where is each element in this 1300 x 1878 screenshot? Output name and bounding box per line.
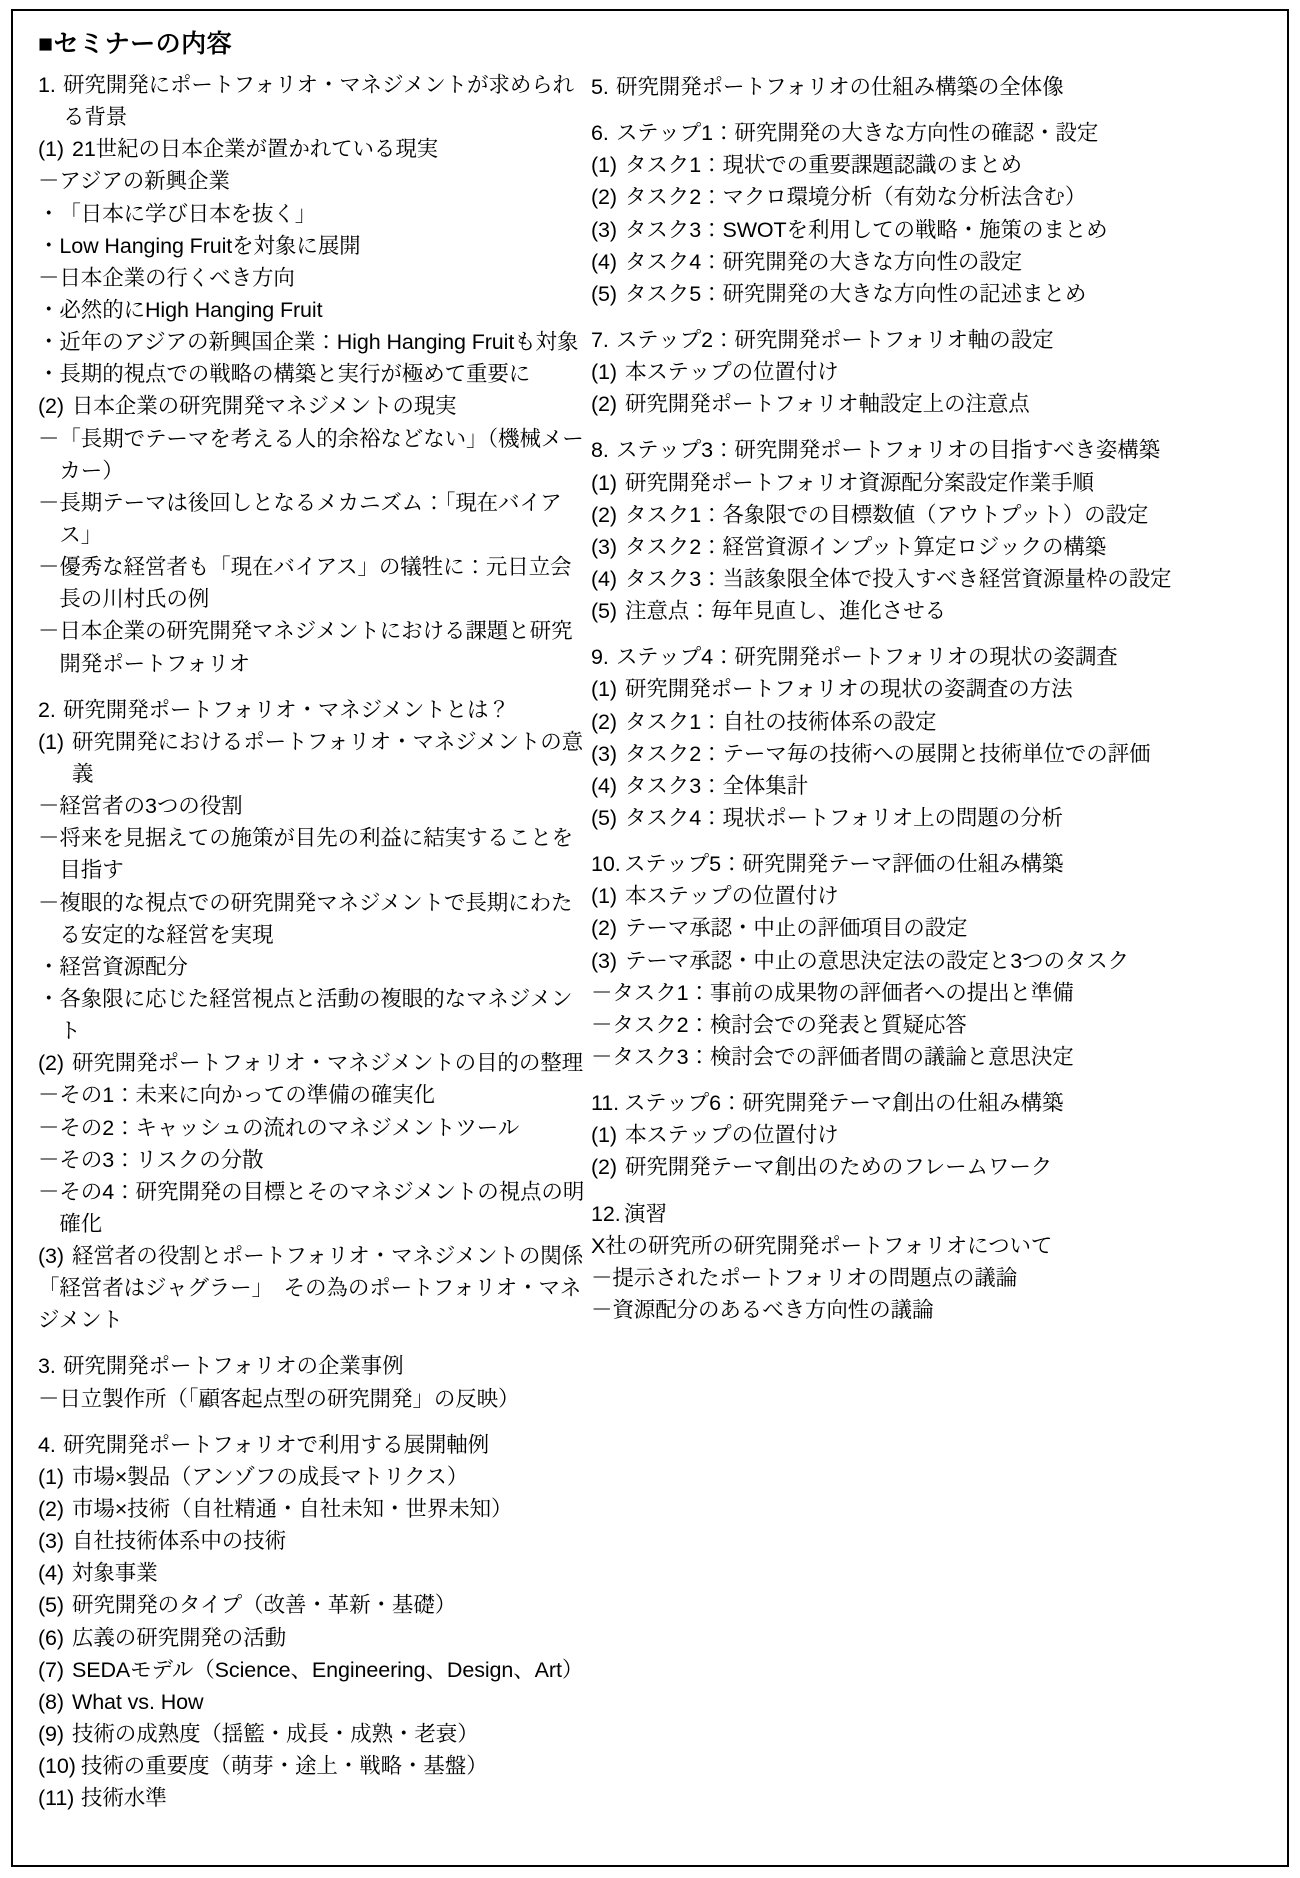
outline-list-right [591,71,1281,1326]
outline-item-label: 研究開発ポートフォリオの企業事例 [63,1354,404,1379]
outline-item-marker: ・ [38,986,60,1011]
outline-item-label: 必然的にHigh Hanging Fruit [59,297,323,322]
outline-item-label: ステップ2：研究開発ポートフォリオ軸の設定 [616,327,1054,352]
outline-item [38,1240,591,1272]
outline-item-marker: 1. [38,73,56,97]
outline-item-label: ステップ1：研究開発の大きな方向性の確認・設定 [616,121,1099,146]
outline-item [591,531,1281,563]
outline-item [591,563,1281,595]
outline-item [38,1461,591,1493]
outline-item-marker: (2) [38,394,64,419]
outline-list-left [38,69,591,1814]
outline-item-marker: － [38,555,60,580]
outline-item-marker: 11. [591,1091,619,1116]
outline-item-label: タスク2：テーマ毎の技術への展開と技術単位での評価 [625,741,1151,766]
outline-item [591,1009,1281,1041]
section-spacer [591,420,1281,434]
outline-item-marker: － [38,890,60,915]
outline-item [591,802,1281,834]
outline-item-marker: (3) [38,1529,64,1554]
outline-item-label: 「経営者はジャグラー」 その為のポートフォリオ・マネジメント [38,1276,582,1333]
outline-item [38,1718,591,1750]
outline-item [591,912,1281,944]
outline-item [38,1589,591,1621]
outline-item [38,1429,591,1461]
outline-item-marker: － [591,1265,613,1290]
outline-item [591,945,1281,977]
outline-item-marker: ・ [38,362,60,387]
outline-item [591,356,1281,388]
outline-item-marker: (1) [591,153,617,178]
outline-item-label: タスク3：当該象限全体で投入すべき経営資源量枠の設定 [625,566,1172,591]
outline-item-label: 研究開発ポートフォリオ・マネジメントの目的の整理 [72,1051,584,1076]
outline-item-marker: (2) [38,1497,64,1522]
outline-item [591,434,1281,466]
outline-item-label: 各象限に応じた経営視点と活動の複眼的なマネジメント [59,986,573,1044]
section-spacer [38,1415,591,1429]
outline-item [38,133,591,165]
outline-item-marker: (9) [38,1722,64,1747]
outline-item-marker: (2) [591,502,617,527]
outline-item-label: 優秀な経営者も「現在バイアス」の犠牲に：元日立会長の川村氏の例 [59,555,572,612]
outline-item-label: 注意点：毎年見直し、進化させる [625,599,947,624]
outline-item [591,1262,1281,1294]
outline-item [591,117,1281,149]
outline-item [38,165,591,197]
outline-item [38,262,591,294]
outline-item-marker: － [591,1012,613,1037]
outline-item-marker: (5) [591,805,617,830]
outline-item [38,326,591,358]
outline-item-marker: (4) [591,249,617,274]
outline-item [591,467,1281,499]
outline-item-label: 近年のアジアの新興国企業：High Hanging Fruitも対象 [59,330,579,355]
outline-item-label: ステップ5：研究開発テーマ評価の仕組み構築 [624,852,1064,877]
outline-item-label: 技術水準 [81,1786,167,1811]
outline-item-label: ステップ6：研究開発テーマ創出の仕組み構築 [624,1091,1064,1116]
outline-item-marker: ・ [38,297,60,322]
outline-item-label: 21世紀の日本企業が置かれている現実 [72,137,439,162]
outline-item-marker: (5) [38,1593,64,1618]
outline-item-marker: (4) [591,566,617,591]
outline-item-label: タスク3：検討会での評価者間の議論と意思決定 [612,1044,1074,1069]
outline-item-label: 研究開発ポートフォリオの仕組み構築の全体像 [616,75,1064,99]
outline-item-label: 日本企業の研究開発マネジメントの現実 [72,394,457,419]
outline-item-label: 研究開発ポートフォリオの現状の姿調査の方法 [625,677,1073,702]
outline-item-label: 研究開発ポートフォリオで利用する展開軸例 [63,1432,490,1457]
outline-item-marker: － [38,265,60,290]
outline-item [38,1750,591,1782]
outline-item-label: 提示されたポートフォリオの問題点の議論 [612,1265,1018,1290]
outline-item-marker: (10) [38,1754,76,1779]
page-title: ■セミナーの内容 [38,30,233,58]
outline-item-label: タスク4：研究開発の大きな方向性の設定 [625,249,1023,274]
outline-item [591,1119,1281,1151]
outline-item-label: 市場×製品（アンゾフの成長マトリクス） [72,1464,469,1489]
section-spacer [591,834,1281,848]
outline-item-marker: (1) [38,137,64,162]
outline-item-label: タスク5：研究開発の大きな方向性の記述まとめ [625,281,1087,306]
outline-item-label: タスク3：SWOTを利用しての戦略・施策のまとめ [625,217,1108,242]
outline-item [38,1525,591,1557]
outline-item-marker: (8) [38,1689,64,1714]
outline-item-label: 技術の重要度（萌芽・途上・戦略・基盤） [81,1754,488,1779]
outline-item-label: 長期テーマは後回しとなるメカニズム：「現在バイアス」 [59,490,562,547]
page-border [11,9,1289,1867]
outline-item-label: 日立製作所（「顧客起点型の研究開発」の反映） [59,1386,520,1411]
outline-item [38,198,591,230]
outline-item [591,1041,1281,1073]
outline-item-marker: － [591,1297,613,1322]
outline-item-marker: 6. [591,121,609,146]
outline-item-label: タスク1：事前の成果物の評価者への提出と準備 [612,980,1074,1005]
outline-item [38,487,591,551]
outline-item [591,977,1281,1009]
outline-item-marker: － [38,619,60,644]
two-column-layout [38,69,1279,1814]
outline-item [38,1079,591,1111]
outline-item [38,1176,591,1240]
outline-item-marker: ・ [38,954,60,979]
outline-item-label: その2：キャッシュの流れのマネジメントツール [59,1115,520,1140]
outline-item [591,278,1281,310]
outline-item-label: 複眼的な視点での研究開発マネジメントで長期にわたる安定的な経営を実現 [59,890,573,947]
outline-item-label: テーマ承認・中止の評価項目の設定 [625,916,968,941]
outline-item-marker: (3) [591,948,617,973]
outline-item-label: 市場×技術（自社精通・自社未知・世界未知） [72,1497,513,1522]
outline-item-marker: (1) [38,729,64,754]
outline-item-label: 対象事業 [72,1561,158,1586]
outline-item-marker: (4) [38,1561,64,1586]
outline-item-marker: － [38,826,60,851]
outline-item-label: タスク1：各象限での目標数値（アウトプット）の設定 [625,502,1149,527]
outline-item-label: 演習 [624,1201,667,1226]
outline-item-marker: (11) [38,1786,75,1811]
page-content [38,29,1279,1857]
outline-item-label: その3：リスクの分散 [59,1147,264,1172]
outline-item [591,499,1281,531]
outline-item-label: 本ステップの位置付け [625,1123,839,1148]
outline-item-label: 経営資源配分 [59,954,188,979]
outline-item-marker: (3) [591,534,617,559]
outline-item-label: 「長期でテーマを考える人的余裕などない」（機械メーカー） [59,426,584,483]
outline-item-marker: 8. [591,438,609,463]
outline-item [38,1144,591,1176]
outline-item-label: 経営者の役割とポートフォリオ・マネジメントの関係 [72,1244,584,1269]
outline-item [591,181,1281,213]
outline-item-marker: ・ [38,233,60,258]
outline-item [38,1350,591,1382]
outline-item-marker: － [38,169,60,194]
outline-item [38,1112,591,1144]
outline-item [591,641,1281,673]
outline-item-marker: (1) [591,677,617,702]
outline-item-marker: － [38,490,60,515]
outline-item-label: その4：研究開発の目標とそのマネジメントの視点の明確化 [59,1179,585,1236]
outline-item-label: 研究開発ポートフォリオ資源配分案設定作業手順 [625,470,1094,495]
outline-item-marker: (6) [38,1625,64,1650]
outline-item-marker: (1) [591,884,617,909]
outline-item-label: 資源配分のあるべき方向性の議論 [612,1297,934,1322]
outline-item-marker: 7. [591,327,609,352]
outline-item [38,1686,591,1718]
outline-item-marker: (1) [591,360,617,385]
outline-item [591,1151,1281,1183]
outline-item [591,1230,1281,1262]
left-column [38,69,591,1814]
outline-item [38,790,591,822]
outline-item [38,1782,591,1814]
outline-item-marker: － [38,1179,60,1204]
outline-item [38,983,591,1047]
outline-item [591,388,1281,420]
outline-item [591,1198,1281,1230]
outline-item-marker: ・ [38,330,60,355]
outline-item-label: タスク3：全体集計 [625,773,809,798]
outline-item-marker: (4) [591,773,617,798]
outline-item-marker: 3. [38,1354,56,1379]
section-spacer [591,1073,1281,1087]
outline-item-marker: － [38,426,60,451]
outline-item [591,738,1281,770]
outline-item-label: テーマ承認・中止の意思決定法の設定と3つのタスク [625,948,1130,973]
outline-item [38,1493,591,1525]
outline-item-label: 日本企業の行くべき方向 [59,265,295,290]
outline-item [38,1654,591,1686]
outline-item-label: 本ステップの位置付け [625,884,839,909]
outline-item [38,551,591,615]
outline-item [38,294,591,326]
outline-item-marker: (5) [591,281,617,306]
outline-item-label: アジアの新興企業 [59,169,230,194]
outline-item-label: 本ステップの位置付け [625,360,839,385]
outline-item [38,615,591,679]
outline-item-label: ステップ3：研究開発ポートフォリオの目指すべき姿構築 [616,438,1161,463]
outline-item [38,887,591,951]
outline-item [591,595,1281,627]
outline-item [38,69,591,133]
outline-item-label: What vs. How [72,1689,204,1714]
outline-item [591,880,1281,912]
outline-item-label: 研究開発におけるポートフォリオ・マネジメントの意義 [72,729,584,786]
outline-item-marker: 4. [38,1432,56,1457]
outline-item-label: 将来を見据えての施策が目先の利益に結実することを目指す [59,826,574,883]
outline-item-label: 研究開発テーマ創出のためのフレームワーク [625,1155,1053,1180]
outline-item-label: 研究開発ポートフォリオ軸設定上の注意点 [625,392,1030,417]
outline-item-marker: (3) [38,1244,64,1269]
outline-item [38,1557,591,1589]
outline-item [591,246,1281,278]
outline-item [38,423,591,487]
outline-item [38,694,591,726]
outline-item [591,71,1281,103]
outline-item-marker: (2) [38,1051,64,1076]
outline-item [38,358,591,390]
outline-item-marker: 12. [591,1201,621,1226]
outline-item-label: 研究開発ポートフォリオ・マネジメントとは？ [63,697,510,722]
outline-item-label: 研究開発にポートフォリオ・マネジメントが求められる背景 [63,73,575,130]
outline-item-label: 研究開発のタイプ（改善・革新・基礎） [72,1593,457,1618]
outline-item [38,1622,591,1654]
outline-item-marker: (1) [591,1123,617,1148]
section-spacer [591,310,1281,324]
outline-item-label: その1：未来に向かっての準備の確実化 [59,1083,436,1108]
outline-item-marker: 5. [591,75,609,99]
outline-item-label: タスク2：マクロ環境分析（有効な分析法含む） [625,185,1087,210]
outline-item-label: 日本企業の研究開発マネジメントにおける課題と研究開発ポートフォリオ [59,619,573,676]
outline-item-label: 広義の研究開発の活動 [72,1625,287,1650]
outline-item-marker: － [38,1386,60,1411]
section-spacer [591,1184,1281,1198]
outline-item-label: SEDAモデル（Science、Engineering、Design、Art） [72,1657,584,1682]
outline-item [38,1047,591,1079]
outline-item-marker: (1) [38,1464,64,1489]
right-column [591,69,1281,1326]
outline-item-marker: 9. [591,645,609,670]
outline-item-label: タスク2：検討会での発表と質疑応答 [612,1012,967,1037]
outline-item-marker: 2. [38,697,56,722]
outline-item-label: ステップ4：研究開発ポートフォリオの現状の姿調査 [616,645,1118,670]
outline-item-label: タスク1：現状での重要課題認識のまとめ [625,153,1023,178]
outline-item [38,1383,591,1415]
outline-item-marker: (5) [591,599,617,624]
outline-item-label: 「日本に学び日本を抜く」 [59,201,317,226]
outline-item-label: 自社技術体系中の技術 [72,1529,287,1554]
outline-item-label: タスク1：自社の技術体系の設定 [625,709,937,734]
outline-item [591,1294,1281,1326]
outline-item [591,673,1281,705]
outline-item-marker: (1) [591,470,617,495]
outline-item [591,1087,1281,1119]
outline-item-label: 長期的視点での戦略の構築と実行が極めて重要に [59,362,531,387]
outline-item-marker: (2) [591,392,617,417]
outline-item [38,390,591,422]
outline-item-marker: － [591,1044,613,1069]
outline-item [38,951,591,983]
outline-item-label: タスク2：経営資源インプット算定ロジックの構築 [625,534,1107,559]
section-spacer [38,1336,591,1350]
outline-item-marker: － [38,1083,60,1108]
outline-item-marker: (2) [591,1155,617,1180]
outline-item-label: 経営者の3つの役割 [59,794,243,819]
outline-item-marker: (2) [591,185,617,210]
outline-item-marker: － [38,1115,60,1140]
section-spacer [591,103,1281,117]
outline-item [38,726,591,790]
outline-item [38,230,591,262]
outline-item-marker: 10. [591,852,621,877]
outline-item [591,848,1281,880]
outline-item [38,822,591,886]
outline-item [591,706,1281,738]
section-spacer [38,680,591,694]
outline-item-marker: (2) [591,916,617,941]
outline-item [38,1272,591,1336]
outline-item-label: タスク4：現状ポートフォリオ上の問題の分析 [625,805,1063,830]
outline-item-marker: (3) [591,217,617,242]
outline-item-label: Low Hanging Fruitを対象に展開 [59,233,361,258]
outline-item-marker: ・ [38,201,60,226]
outline-item-marker: － [38,1147,60,1172]
outline-item-label: X社の研究所の研究開発ポートフォリオについて [591,1233,1053,1258]
outline-item-marker: － [591,980,613,1005]
outline-item [591,214,1281,246]
outline-item [591,324,1281,356]
outline-item-marker: (7) [38,1657,64,1682]
outline-item [591,149,1281,181]
outline-item [591,770,1281,802]
section-spacer [591,627,1281,641]
outline-item-marker: － [38,794,60,819]
outline-item-label: 技術の成熟度（揺籃・成長・成熟・老衰） [72,1722,479,1747]
outline-item-marker: (2) [591,709,617,734]
outline-item-marker: (3) [591,741,617,766]
